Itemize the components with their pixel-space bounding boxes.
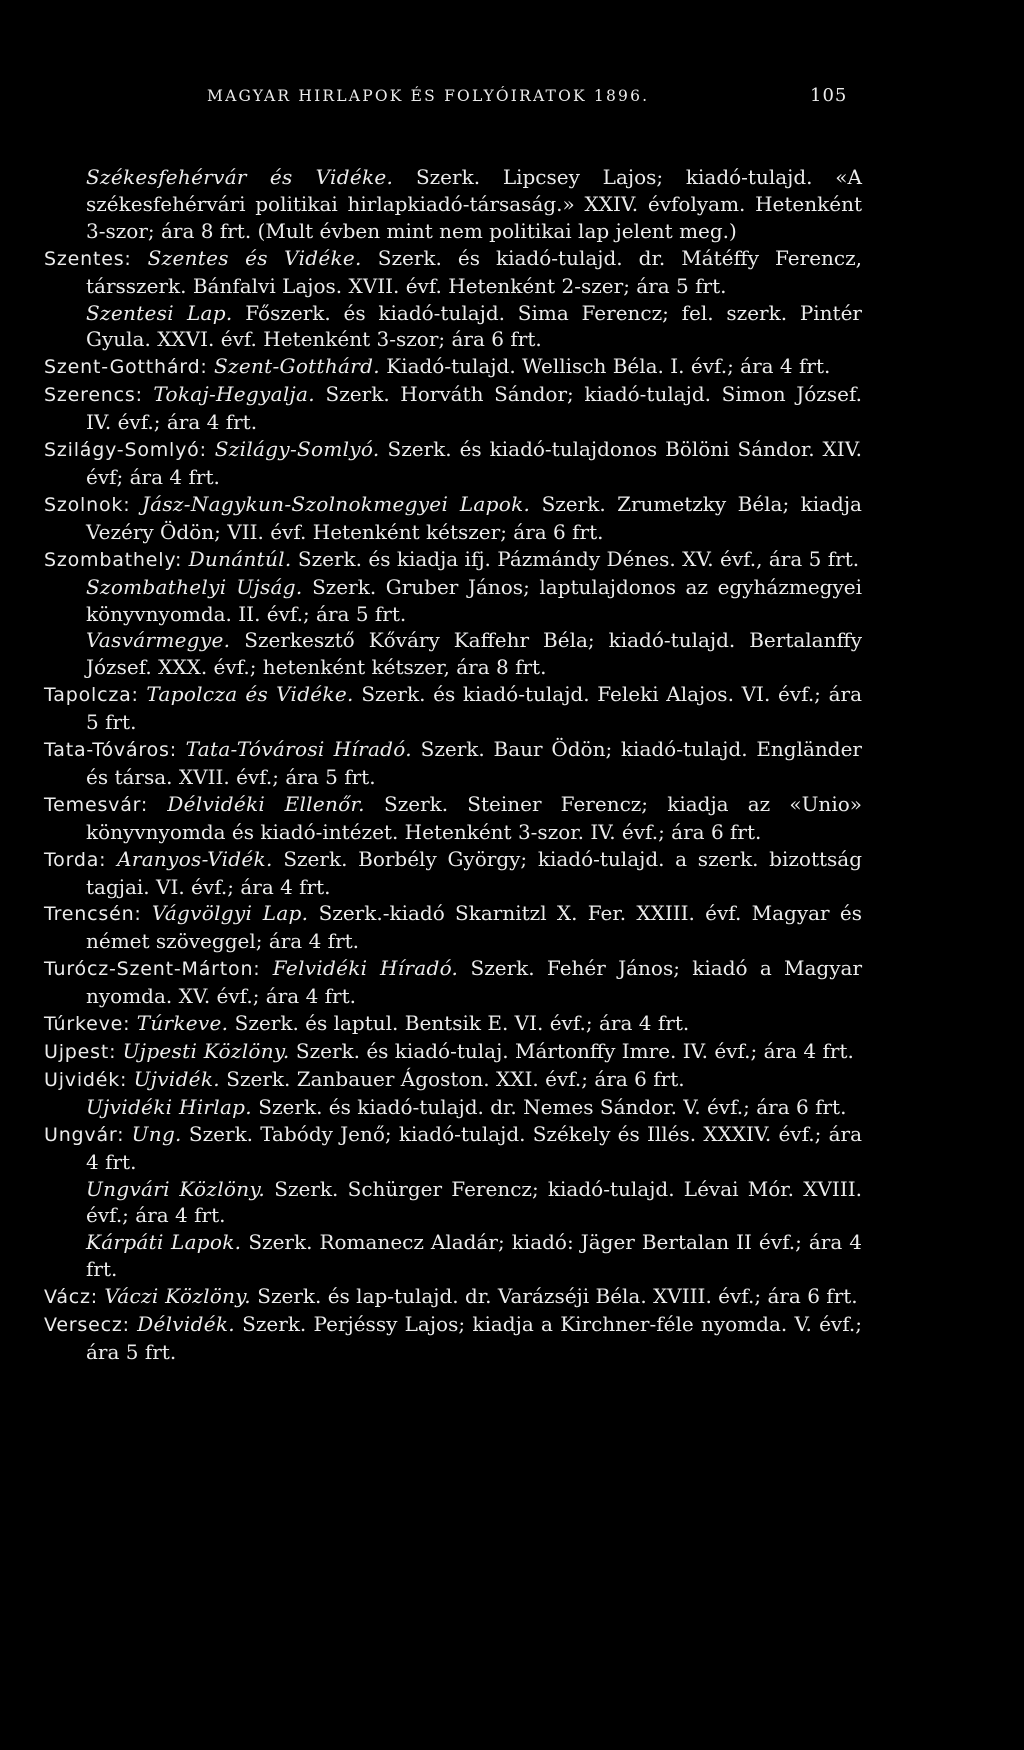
- entry-city: Vácz:: [44, 1286, 98, 1309]
- directory-entry: [44, 627, 862, 681]
- entry-details: Szerk. Baur Ödön; kiadó-tulajd. Engländer és társa. XVII. évf.; ára 5 frt.: [86, 737, 862, 789]
- entry-paper-title: Szentes és Vidéke.: [147, 245, 362, 270]
- entry-details: Szerk. Romanecz Aladár; kiadó: Jäger Bertalan II évf.; ára 4 frt.: [86, 1230, 862, 1282]
- directory-entry: [44, 736, 862, 791]
- entry-paper-title: Szilágy-Somlyó.: [214, 437, 380, 462]
- directory-entry: [44, 436, 862, 491]
- entry-paper-title: Ujvidék.: [133, 1066, 220, 1091]
- directory-entry: [44, 1176, 862, 1230]
- entry-city: Ujvidék:: [44, 1068, 128, 1091]
- directory-entry: [44, 164, 862, 245]
- directory-list: [44, 164, 862, 1366]
- directory-entry: [44, 300, 862, 354]
- entry-paper-title: Túrkeve.: [136, 1011, 229, 1036]
- entry-city: Torda:: [44, 848, 107, 871]
- page-number: 105: [810, 85, 848, 106]
- directory-entry: [44, 1283, 862, 1311]
- entry-city: Tata-Tóváros:: [44, 739, 177, 762]
- entry-details: Szerk. Lipcsey Lajos; kiadó-tulajd. «A székesfehérvári politikai hirlapkiadó-társaság.» XXIV. évfolyam. Hetenként 3-szor; ára 8 frt. (Mult évben mint nem politikai lap jelent meg.): [86, 165, 862, 243]
- entry-city: Szentes:: [44, 247, 132, 270]
- running-title: MAGYAR HIRLAPOK ÉS FOLYÓIRATOK 1896.: [207, 87, 650, 105]
- directory-entry: [44, 245, 862, 300]
- entry-details: Főszerk. és kiadó-tulajd. Sima Ferencz; fel. szerk. Pintér Gyula. XXVI. évf. Hetenként 3-szor; ára 6 frt.: [86, 300, 862, 352]
- entry-details: Szerk. Steiner Ferencz; kiadja az «Unio» könyvnyomda és kiadó-intézet. Hetenként 3-szor. IV. évf.; ára 6 frt.: [86, 791, 862, 844]
- entry-details: Szerk. és kiadó-tulaj. Mártonffy Imre. IV. évf.; ára 4 frt.: [289, 1039, 854, 1063]
- entry-details: Szerk. és kiadja ifj. Pázmándy Dénes. XV. évf., ára 5 frt.: [291, 546, 860, 571]
- entry-details: Szerk. és lap-tulajd. dr. Varázséji Béla. XVIII. évf.; ára 6 frt.: [250, 1284, 858, 1309]
- entry-paper-title: Délvidék.: [137, 1312, 235, 1337]
- entry-details: Szerk. és kiadó-tulajd. dr. Mátéffy Ferencz, társszerk. Bánfalvi Lajos. XVII. évf. Hetenként 2-szer; ára 5 frt.: [86, 245, 863, 298]
- entry-city: Szolnok:: [44, 493, 131, 516]
- entry-details: Szerk. Zrumetzky Béla; kiadja Vezéry Ödön; VII. évf. Hetenként kétszer; ára 6 frt.: [86, 491, 862, 544]
- entry-paper-title: Vasvármegye.: [86, 628, 231, 653]
- entry-city: Turócz-Szent-Márton:: [44, 958, 261, 981]
- directory-entry: [44, 681, 862, 736]
- entry-details: Szerk. Perjéssy Lajos; kiadja a Kirchner-féle nyomda. V. évf.; ára 5 frt.: [86, 1312, 862, 1364]
- directory-entry: [44, 1038, 862, 1066]
- entry-paper-title: Szombathelyi Ujság.: [86, 574, 303, 599]
- directory-entry: [44, 546, 862, 574]
- entry-paper-title: Aranyos-Vidék.: [117, 846, 273, 871]
- entry-city: Trencsén:: [44, 903, 142, 926]
- directory-entry: [44, 955, 862, 1010]
- directory-entry: [44, 1229, 862, 1283]
- directory-entry: [44, 900, 862, 955]
- directory-entry: [44, 846, 862, 901]
- directory-entry: [44, 574, 862, 628]
- directory-entry: [44, 381, 862, 436]
- directory-entry: [44, 353, 862, 381]
- entry-details: Szerk. és kiadó-tulajd. dr. Nemes Sándor. V. évf.; ára 6 frt.: [251, 1094, 847, 1119]
- entry-paper-title: Tokaj-Hegyalja.: [153, 382, 315, 407]
- entry-paper-title: Tata-Tóvárosi Híradó.: [185, 737, 412, 762]
- entry-details: Szerkesztő Kőváry Kaffehr Béla; kiadó-tulajd. Bertalanffy József. XXX. évf.; hetenként kétszer, ára 8 frt.: [86, 628, 862, 680]
- entry-paper-title: Ung.: [131, 1121, 182, 1146]
- entry-paper-title: Ujpesti Közlöny.: [122, 1039, 290, 1063]
- directory-entry: [44, 1066, 862, 1094]
- entry-paper-title: Kárpáti Lapok.: [86, 1230, 242, 1255]
- entry-details: Szerk. Borbély György; kiadó-tulajd. a szerk. bizottság tagjai. VI. évf.; ára 4 frt.: [86, 846, 863, 899]
- entry-city: Szent-Gotthárd:: [44, 356, 208, 379]
- entry-details: Szerk. Fehér János; kiadó a Magyar nyomda. XV. évf.; ára 4 frt.: [86, 956, 863, 1009]
- directory-entry: [44, 1121, 862, 1176]
- entry-details: Szerk. és kiadó-tulajd. Feleki Alajos. VI. évf.; ára 5 frt.: [86, 682, 863, 735]
- entry-details: Szerk. Gruber János; laptulajdonos az egyházmegyei könyvnyomda. II. évf.; ára 5 frt.: [86, 574, 862, 626]
- entry-details: Szerk.-kiadó Skarnitzl X. Fer. XXIII. évf. Magyar és német szöveggel; ára 4 frt.: [86, 901, 862, 954]
- entry-paper-title: Tapolcza és Vidéke.: [146, 682, 354, 707]
- directory-entry: [44, 1094, 862, 1121]
- entry-details: Szerk. és kiadó-tulajdonos Bölöni Sándor. XIV. évf; ára 4 frt.: [86, 437, 862, 489]
- entry-city: Túrkeve:: [44, 1013, 131, 1036]
- entry-city: Ungvár:: [44, 1123, 125, 1146]
- entry-details: Szerk. és laptul. Bentsik E. VI. évf.; ára 4 frt.: [228, 1011, 690, 1036]
- running-header: [0, 83, 1024, 113]
- entry-paper-title: Délvidéki Ellenőr.: [167, 791, 365, 816]
- entry-city: Ujpest:: [44, 1041, 117, 1063]
- directory-entry: [44, 791, 862, 846]
- entry-city: Versecz:: [44, 1314, 130, 1337]
- entry-paper-title: Székesfehérvár és Vidéke.: [86, 165, 394, 189]
- entry-paper-title: Felvidéki Híradó.: [272, 956, 459, 981]
- entry-details: Szerk. Tabódy Jenő; kiadó-tulajd. Székely és Illés. XXXIV. évf.; ára 4 frt.: [86, 1121, 863, 1174]
- entry-city: Szombathely:: [44, 548, 183, 571]
- entry-paper-title: Ujvidéki Hirlap.: [86, 1094, 252, 1119]
- entry-paper-title: Szentesi Lap.: [86, 300, 233, 325]
- entry-city: Temesvár:: [44, 793, 149, 816]
- entry-details: Szerk. Schürger Ferencz; kiadó-tulajd. Lévai Mór. XVIII. évf.; ára 4 frt.: [86, 1176, 862, 1228]
- entry-details: Szerk. Horváth Sándor; kiadó-tulajd. Simon József. IV. évf.; ára 4 frt.: [86, 382, 862, 435]
- entry-paper-title: Ungvári Közlöny.: [86, 1176, 266, 1201]
- entry-paper-title: Jász-Nagykun-Szolnokmegyei Lapok.: [141, 491, 531, 516]
- directory-entry: [44, 1010, 862, 1038]
- entry-paper-title: Vágvölgyi Lap.: [151, 901, 309, 926]
- entry-city: Szerencs:: [44, 384, 143, 407]
- entry-details: Szerk. Zanbauer Ágoston. XXI. évf.; ára 6 frt.: [219, 1066, 685, 1091]
- directory-entry: [44, 491, 862, 546]
- entry-paper-title: Váczi Közlöny.: [104, 1284, 251, 1309]
- entry-paper-title: Szent-Gotthárd.: [214, 354, 380, 379]
- entry-details: Kiadó-tulajd. Wellisch Béla. I. évf.; ára 4 frt.: [379, 354, 831, 379]
- entry-city: Tapolcza:: [44, 684, 139, 707]
- entry-city: Szilágy-Somlyó:: [44, 439, 207, 462]
- entry-paper-title: Dunántúl.: [188, 546, 292, 571]
- directory-entry: [44, 1311, 862, 1366]
